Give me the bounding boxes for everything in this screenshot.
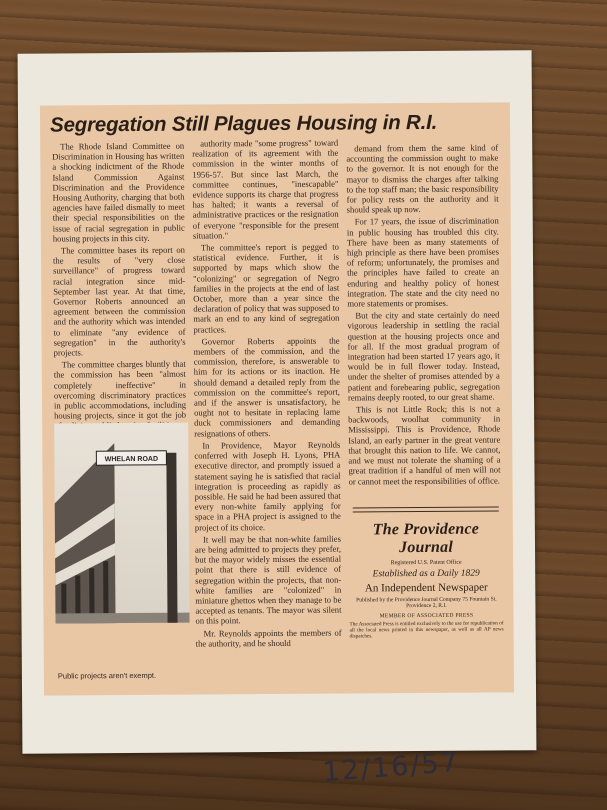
established-line: Established as a Daily 1829 <box>372 568 480 580</box>
paragraph: But the city and state certainly do need vigorous leadership in settling the racial question at the housing projects once and for all. If the most gradual program of integration had been started 17 years ago, it would be in full flower today. Instead, under the shelter of promises attended by a patient and forebearing public, segregation remains deeply rooted, to our great shame. <box>347 309 500 403</box>
paragraph: The committee's report is pegged to statistical evidence. Further, it is supported by maps which show the "colonizing" or segregation of Negro families in the projects at the end of last October, more than a year since the declaration of policy that was supposed to mark an end to any kind of segregation practices. <box>192 241 340 335</box>
backing-card <box>18 50 537 789</box>
article-column-2 <box>192 138 342 691</box>
headline: Segregation Still Plagues Housing in R.I. <box>49 110 438 137</box>
paragraph: For 17 years, the issue of discrimination in public housing has troubled this city. There have been as many statements of high principle as there have been promises of reform; unfortunately, the promises and the principles have failed to create an enduring and healthy policy of honest integration. The state and the city need no more statements or promises. <box>346 215 500 309</box>
paragraph: It well may be that non-white families are being admitted to projects they prefer, but the mayor widely misses the essential point that there is still evidence of segregation within the projects, that non-white families are "colonized" in miniature ghettos when they manage to be accepted as tenants. The mayor was silent on this point. <box>194 533 342 626</box>
article-column-1 <box>52 140 187 421</box>
newspaper-name: The Providence Journal <box>372 520 480 557</box>
paragraph: The Rhode Island Committee on Discrimination in Housing has written a shocking indictment of the Rhode Island Commission Against Discrimination and the Providence Housing Authority, charging that both agencies have failed dismally to meet their special responsibilities on the issue of racial segregation in public housing projects in this city. <box>52 140 185 244</box>
photo-caption: Public projects aren't exempt. <box>57 670 157 681</box>
housing-project-illustration <box>54 423 189 624</box>
tagline: An Independent Newspaper <box>364 581 488 595</box>
masthead-divider <box>353 506 499 512</box>
paragraph: demand from them the same kind of accounting the commission ought to make to the governor. It is not enough for the mayor to dismiss the charges after talking to the top staff man; the basic responsibility for policy rests on the authority and it should speak up now. <box>346 142 499 215</box>
ap-note: The Associated Press is entitled exclusively to the use for republication of all the local news printed in this newspaper, as well as all AP news dispatches. <box>349 620 504 640</box>
member-line: MEMBER OF ASSOCIATED PRESS <box>379 612 474 620</box>
masthead <box>349 520 504 639</box>
street-sign: WHELAN ROAD <box>104 455 159 464</box>
handwritten-date: 12/16/57 <box>321 746 461 789</box>
registered-note: Registered U.S. Patent Office <box>390 559 462 567</box>
news-photo <box>54 423 189 624</box>
paragraph: This is not Little Rock; this is not a backwoods, woolhat community in Mississippi. This is Providence, Rhode Island, an early partner in the great venture that brought this nation to life. We cannot, and we must not tolerate the shaming of a great tradition if a handful of men will not or cannot meet the responsibilities of office. <box>348 403 501 487</box>
paragraph: In Providence, Mayor Reynolds conferred with Joseph H. Lyons, PHA executive director, and promptly issued a statement saying he is satisfied that racial integration is proceeding as rapidly as possible. He said he had been assured that every non-white family applying for space in a PHA project is assigned to the project of its choice. <box>194 439 341 533</box>
article-column-3 <box>346 142 500 501</box>
paragraph: Governor Roberts appoints the members of the commission, and the commission, therefore, is answerable to him for its actions or its inaction. He should demand a detailed reply from the commission on the committee's report, and if the answer is unsatisfactory, he ought not to hesitate in replacing lame duck commissioners and demanding resignations of others. <box>193 335 341 439</box>
paragraph: The committee charges bluntly that the commission has been "almost completely ineffective" in overcoming discriminatory practices in public accommodations, including housing projects, since it got the job <box>53 358 187 421</box>
paragraph: The committee bases its report on the results of "very close surveillance" of progress toward racial integration since mid-September last year. At that time, Governor Roberts announced an agreement between the commission and the authority which was intended to eliminate "any evidence of segregation" in the authority's projects. <box>52 244 186 358</box>
newspaper-clipping <box>40 102 514 695</box>
paragraph: authority made "some progress" toward realization of its agreement with the commission in the winter months of 1956-57. But since last March, the committee continues, "inescapable" evidence supports its charge that progress has halted; it wants a reversal of administrative practices or the resignation of everyone "responsible for the present situation." <box>192 137 339 241</box>
publisher-line: Published by the Providence Journal Company 75 Fountain St. Providence 2, R.I. <box>356 596 497 610</box>
paragraph: Mr. Reynolds appoints the members of the authority, and he should <box>195 627 342 649</box>
